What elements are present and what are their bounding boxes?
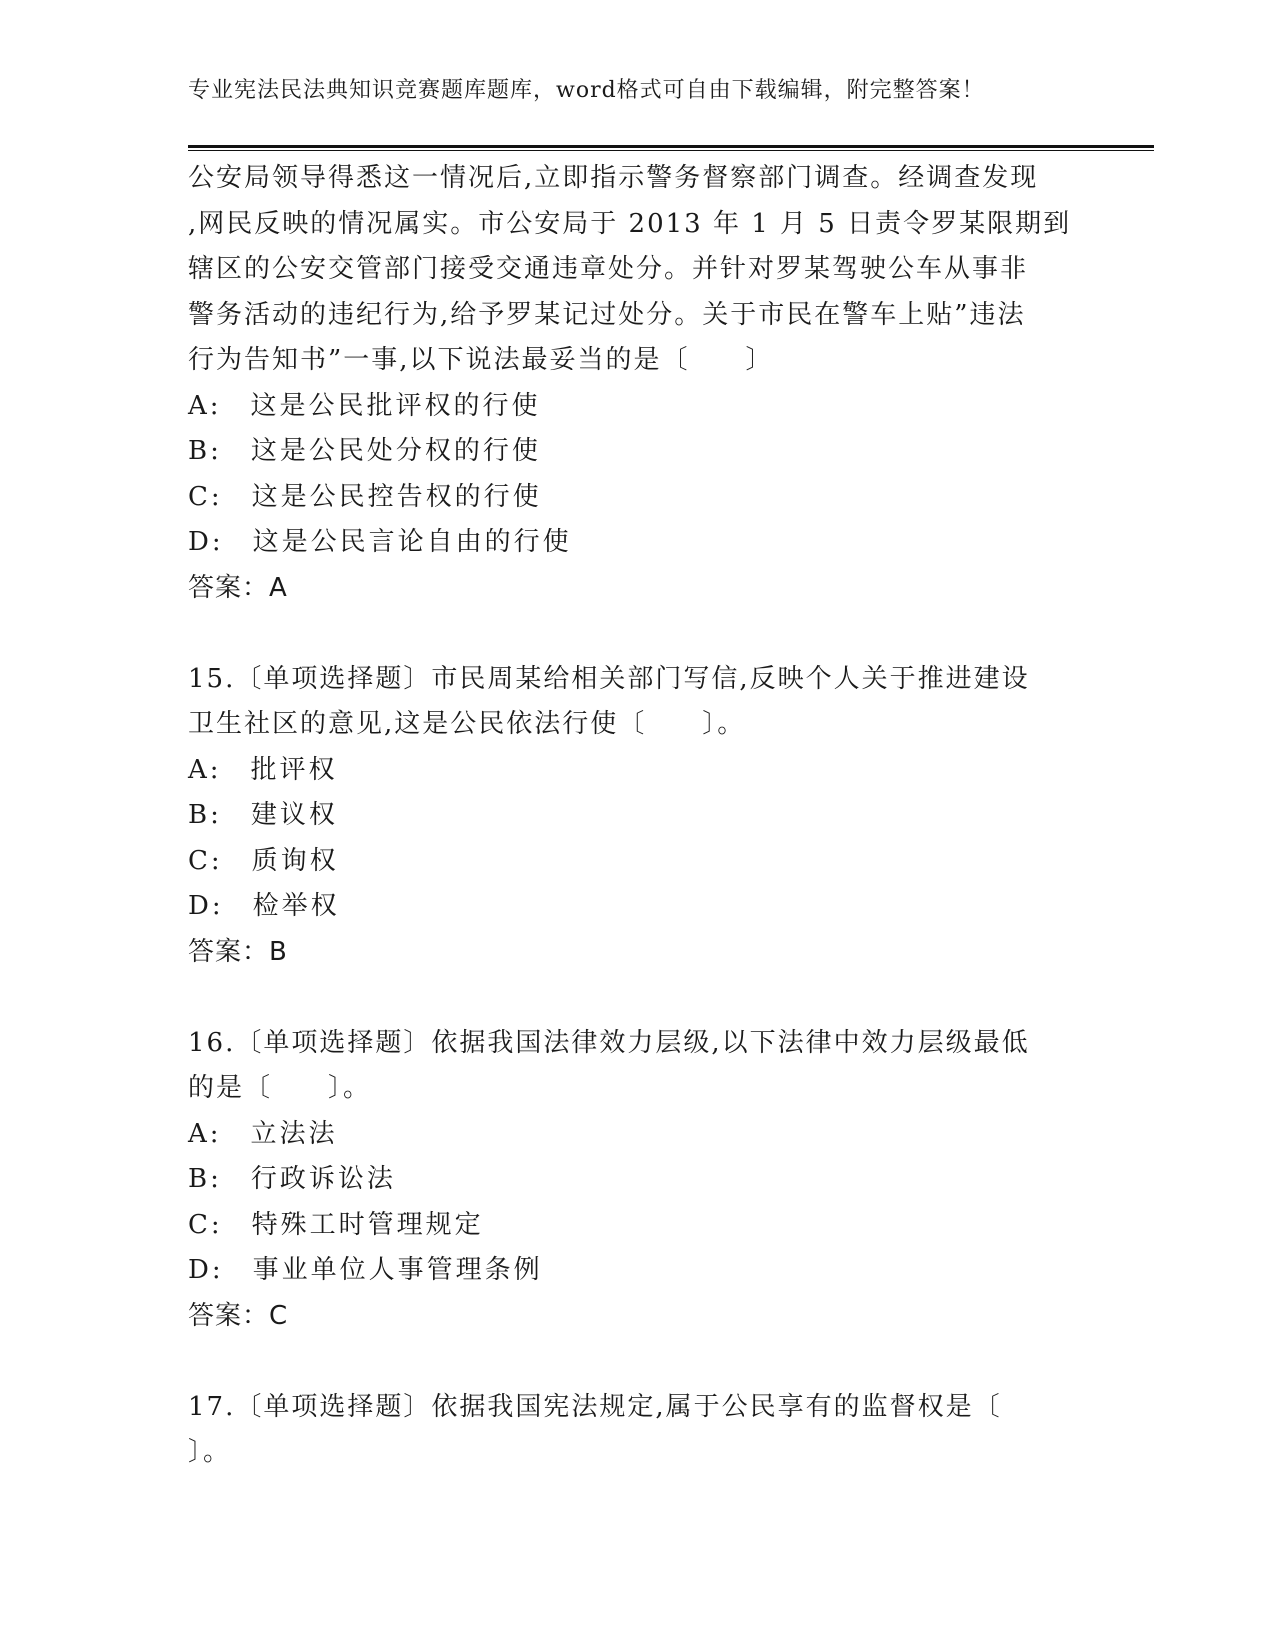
question-stem-line: 15.〔单项选择题〕市民周某给相关部门写信,反映个人关于推进建设 [188, 663, 1030, 694]
option-a: A: 立法法 [188, 1118, 338, 1149]
spacer [188, 1339, 1088, 1385]
spacer [188, 975, 1088, 1021]
option-c: C: 这是公民控告权的行使 [188, 481, 542, 512]
answer-line: 答案：A [188, 572, 288, 603]
option-b: B: 这是公民处分权的行使 [188, 436, 541, 466]
question-stem-line: 的是〔 〕。 [188, 1073, 372, 1103]
answer-line: 答案：C [188, 1300, 289, 1331]
question-stem-line: 警务活动的违纪行为,给予罗某记过处分。关于市民在警车上贴”违法 [188, 299, 1026, 330]
header-rule-thin [188, 150, 1154, 151]
option-c: C: 质询权 [188, 845, 339, 876]
answer-line: 答案：B [188, 936, 288, 967]
question-15 [188, 657, 1088, 976]
option-a: A: 批评权 [188, 754, 338, 785]
option-d: D: 事业单位人事管理条例 [188, 1255, 543, 1285]
page-header: 专业宪法民法典知识竞赛题库题库，word格式可自由下载编辑，附完整答案！ [188, 78, 985, 103]
spacer [188, 611, 1088, 657]
question-14 [188, 156, 1088, 611]
question-stem-line: 行为告知书”一事,以下说法最妥当的是〔 〕 [188, 345, 774, 375]
question-stem-line: 卫生社区的意见,这是公民依法行使〔 〕。 [188, 709, 746, 739]
question-stem-line: 辖区的公安交管部门接受交通违章处分。并针对罗某驾驶公车从事非 [188, 254, 1029, 284]
option-d: D: 检举权 [188, 891, 340, 921]
option-b: B: 行政诉讼法 [188, 1164, 396, 1194]
question-stem-line: 〕。 [188, 1437, 232, 1467]
question-stem-line: 17.〔单项选择题〕依据我国宪法规定,属于公民享有的监督权是〔 [188, 1391, 1002, 1422]
question-16 [188, 1021, 1088, 1340]
question-stem-line: 公安局领导得悉这一情况后,立即指示警务督察部门调查。经调查发现 [188, 163, 1039, 193]
header-rule-thick [188, 145, 1154, 148]
option-c: C: 特殊工时管理规定 [188, 1209, 484, 1240]
option-b: B: 建议权 [188, 800, 338, 830]
question-list [188, 156, 1088, 1476]
option-a: A: 这是公民批评权的行使 [188, 390, 541, 421]
option-d: D: 这是公民言论自由的行使 [188, 527, 572, 557]
question-17 [188, 1385, 1088, 1476]
question-stem-line: ,网民反映的情况属实。市公安局于 2013 年 1 月 5 日责令罗某限期到 [188, 208, 1072, 239]
question-stem-line: 16.〔单项选择题〕依据我国法律效力层级,以下法律中效力层级最低 [188, 1027, 1030, 1058]
